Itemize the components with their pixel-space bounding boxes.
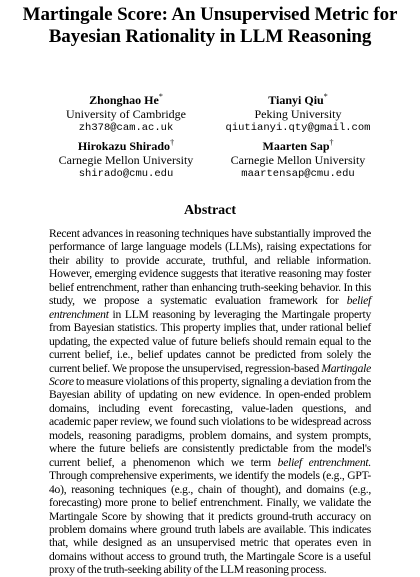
author-affiliation: University of Cambridge [66, 107, 186, 121]
author-mark: * [158, 92, 163, 101]
author-name: Hirokazu Shirado† [77, 138, 175, 153]
emphasis-belief-entrenchment: belief entrenchment [49, 294, 371, 321]
author-mark: † [329, 138, 334, 147]
author-name: Zhonghao He* [89, 92, 163, 107]
author-email: shirado@cmu.edu [78, 168, 174, 180]
author-affiliation: Carnegie Mellon University [58, 153, 194, 167]
abstract-text: Recent advances in reasoning techniques have substantially improved the performance of large language models (LLMs), raising expectations for their ability to provide accurate, truthful, and reliable information. However, emerging evidence suggests that iterative reasoning may foster belief entrenchment, rather than enhancing truth-seeking behavior. In this study, we propose a systematic evaluation framework for belief entrenchment in LLM reasoning by leveraging the Martingale property from Bayesian statistics. This property implies that, under rational belief updating, the expected value of future beliefs should remain equal to the current belief, i.e., belief updates cannot be predicted from solely the current belief. We propose the unsupervised, regression-based Martingale Score to measure violations of this property, signaling a deviation from the Bayesian ability of updating on new evidence. In open-ended problem domains, including event forecasting, value-laden questions, and academic paper review, we found such violations to be widespread across models, reasoning paradigms, problem domains, and system prompts, where the future beliefs are consistently predictable from the model's current belief, a phenomenon which we term belief entrenchment. Through comprehensive experiments, we identify the models (e.g., GPT-4o), reasoning techniques (e.g., chain of thought), and domains (e.g., forecasting) more prone to belief entrenchment. Finally, we validate the Martingale Score by showing that it predicts ground-truth accuracy on problem domains where ground truth labels are available. This indicates that, while designed as an unsupervised metric that operates even in domains without access to ground truth, the Martingale Score is a useful proxy of the truth-seeking ability of the LLM reasoning process. [49, 227, 371, 577]
author-block-4 [208, 139, 388, 181]
author-affiliation: Carnegie Mellon University [230, 153, 366, 167]
author-email: maartensap@cmu.edu [241, 168, 355, 180]
emphasis-martingale-score: Martingale Score [49, 361, 371, 388]
title-line-1: Martingale Score: An Unsupervised Metric for [22, 4, 398, 25]
paper-title [0, 4, 420, 48]
author-affiliation: Peking University [254, 107, 342, 121]
author-name: Tianyi Qiu* [268, 92, 328, 107]
emphasis-belief-entrenchment-term: belief entrenchment. [277, 455, 371, 469]
author-name: Maarten Sap† [262, 138, 334, 153]
author-block-2 [208, 93, 388, 135]
author-block-3 [36, 139, 216, 181]
author-mark: † [170, 138, 175, 147]
author-mark: * [323, 92, 328, 101]
author-email: qiutianyi.qty@gmail.com [225, 122, 371, 134]
author-block-1 [36, 93, 216, 135]
title-line-2: Bayesian Rationality in LLM Reasoning [48, 26, 372, 47]
abstract-heading: Abstract [183, 203, 237, 218]
author-email: zh378@cam.ac.uk [78, 122, 174, 134]
